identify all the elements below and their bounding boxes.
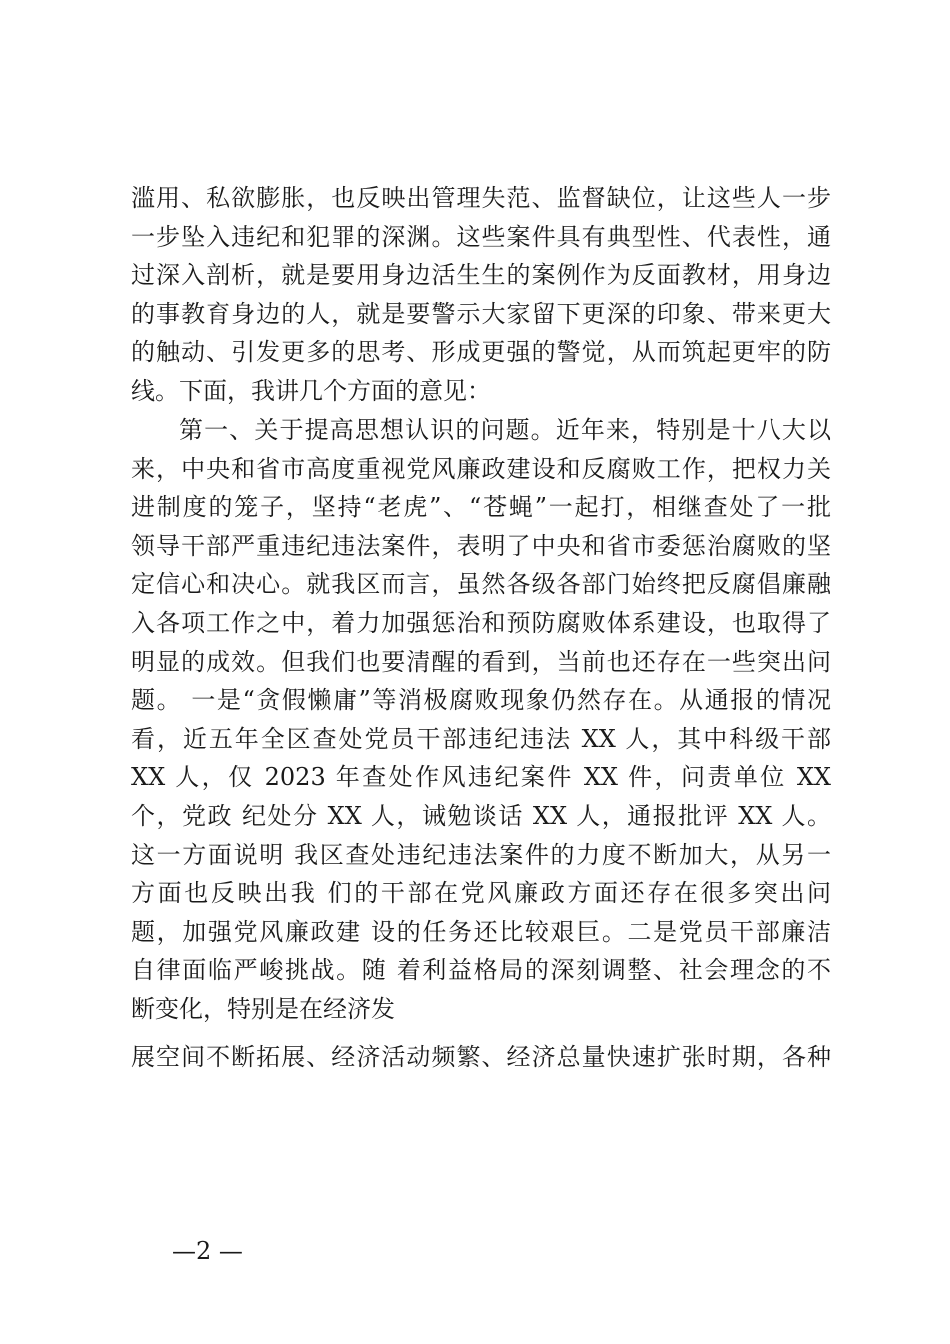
text-line: 的事教育身边的人，就是要警示大家留下更深的印象、带来更大 xyxy=(131,299,831,328)
paragraph-first-point xyxy=(131,411,831,1029)
page-number: —2 — xyxy=(172,1237,243,1265)
text-line: 第一、关于提高思想认识的问题。近年来，特别是十八大以 xyxy=(179,416,831,444)
text-line: XX 人，仅 2023 年查处作风违纪案件 XX 件，问责单位 XX xyxy=(131,763,831,792)
text-line: 来，中央和省市高度重视党风廉政建设和反腐败工作，把权力关 xyxy=(131,454,831,483)
text-line: 过深入剖析，就是要用身边活生生的案例作为反面教材，用身边 xyxy=(131,261,831,290)
text-line: 看，近五年全区查处党员干部违纪违法 XX 人，其中科级干部 xyxy=(131,724,831,753)
text-line: 自律面临严峻挑战。随 着利益格局的深刻调整、社会理念的不 xyxy=(131,956,831,985)
text-line: 这一方面说明 我区查处违纪违法案件的力度不断加大，从另一 xyxy=(131,840,831,869)
text-line: 题。 一是“贪假懒庸”等消极腐败现象仍然存在。从通报的情况 xyxy=(131,686,831,715)
text-line: 方面也反映出我 们的干部在党风廉政方面还存在很多突出问 xyxy=(131,879,831,908)
text-line: 个，党政 纪处分 XX 人，诫勉谈话 XX 人，通报批评 XX 人。 xyxy=(131,801,831,830)
text-line: 题，加强党风廉政建 设的任务还比较艰巨。二是党员干部廉洁 xyxy=(131,917,831,946)
text-line: 线。下面，我讲几个方面的意见： xyxy=(131,376,491,405)
text-line: 展空间不断拓展、经济活动频繁、经济总量快速扩张时期，各种 xyxy=(131,1043,831,1071)
text-line: 滥用、私欲膨胀，也反映出管理失范、监督缺位，让这些人一步 xyxy=(131,184,831,212)
text-line: 明显的成效。但我们也要清醒的看到，当前也还存在一些突出问 xyxy=(131,647,831,676)
text-line: 的触动、引发更多的思考、形成更强的警觉，从而筑起更牢的防 xyxy=(131,338,831,367)
text-line: 入各项工作之中，着力加强惩治和预防腐败体系建设，也取得了 xyxy=(131,608,831,637)
text-line: 领导干部严重违纪违法案件，表明了中央和省市委惩治腐败的坚 xyxy=(131,531,831,560)
text-line: 一步坠入违纪和犯罪的深渊。这些案件具有典型性、代表性，通 xyxy=(131,222,831,251)
text-line: 定信心和决心。就我区而言，虽然各级各部门始终把反腐倡廉融 xyxy=(131,570,831,599)
paragraph-continuation xyxy=(131,179,831,411)
text-line: 断变化，特别是在经济发 xyxy=(131,994,395,1023)
paragraph-continued-line xyxy=(131,1038,831,1077)
text-line: 进制度的笼子，坚持“老虎”、“苍蝇”一起打，相继查处了一批 xyxy=(131,493,831,522)
